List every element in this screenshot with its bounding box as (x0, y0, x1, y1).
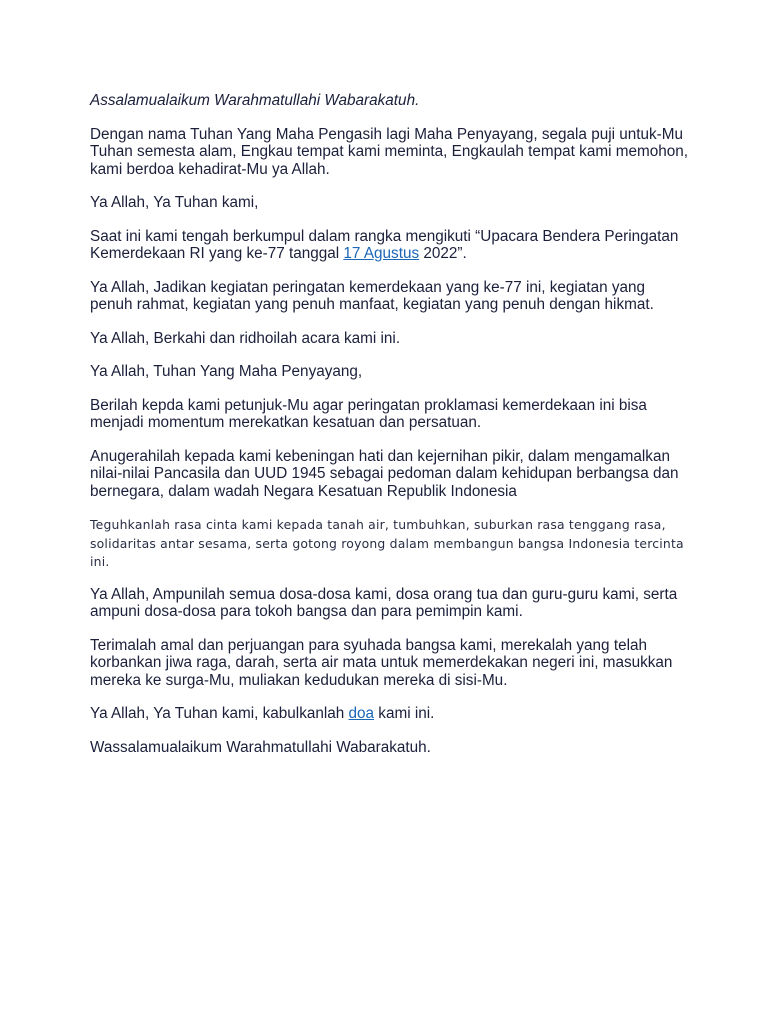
paragraph-forgiveness: Ya Allah, Ampunilah semua dosa-dosa kami, dosa orang tua dan guru-guru kami, serta ampuni dosa-dosa para tokoh bangsa dan para pemimpin kami. (90, 585, 678, 620)
paragraph-ceremony (90, 228, 690, 263)
paragraph-closing-prayer (90, 705, 690, 723)
doa-link[interactable]: doa (348, 705, 375, 722)
paragraph-blessing: Ya Allah, Jadikan kegiatan peringatan kemerdekaan yang ke-77 ini, kegiatan yang penuh rahmat, kegiatan yang penuh manfaat, kegiatan yang penuh dengan hikmat. (90, 278, 654, 313)
paragraph-pancasila: Anugerahilah kepada kami kebeningan hati dan kejernihan pikir, dalam mengamalkan nilai-nilai Pancasila dan UUD 1945 sebagai pedoman dalam kehidupan berbangsa dan bernegara, dalam wadah Negara Kesatuan Republik Indonesia (90, 447, 679, 500)
paragraph-opening: Dengan nama Tuhan Yang Maha Pengasih lagi Maha Penyayang, segala puji untuk-Mu Tuhan semesta alam, Engkau tempat kami meminta, Engkaulah tempat kami memohon, kami berdoa kehadirat-Mu ya Allah. (90, 125, 688, 178)
paragraph-martyrs: Terimalah amal dan perjuangan para syuhada bangsa kami, merekalah yang telah korbankan jiwa raga, darah, serta air mata untuk memerdekakan negeri ini, masukkan mereka ke surga-Mu, muliakan kedudukan mereka di sisi-Mu. (90, 636, 673, 689)
paragraph-invocation-2: Ya Allah, Tuhan Yang Maha Penyayang, (90, 363, 363, 380)
paragraph-berkahi: Ya Allah, Berkahi dan ridhoilah acara kami ini. (90, 329, 401, 347)
closing-prayer-text: Ya Allah, Ya Tuhan kami, kabulkanlah (90, 705, 349, 722)
salutation: Assalamualaikum Warahmatullahi Wabarakatuh. (90, 92, 420, 109)
closing-prayer-text-end: kami ini. (374, 705, 435, 722)
paragraph-invocation: Ya Allah, Ya Tuhan kami, (90, 194, 259, 211)
paragraph-unity: Teguhkanlah rasa cinta kami kepada tanah air, tumbuhkan, suburkan rasa tenggang rasa, solidaritas antar sesama, serta gotong royong dalam membangun bangsa Indonesia tercinta ini. (90, 517, 684, 569)
document-body (90, 92, 690, 772)
paragraph-guidance: Berilah kepda kami petunjuk-Mu agar peringatan proklamasi kemerdekaan ini bisa menjadi momentum merekatkan kesatuan dan persatuan. (90, 396, 647, 431)
ceremony-text: Saat ini kami tengah berkumpul dalam rangka mengikuti “Upacara Bendera Peringatan Kemerdekaan RI yang ke-77 tanggal (90, 227, 679, 262)
ceremony-text-end: 2022”. (419, 245, 467, 262)
date-link[interactable]: 17 Agustus (343, 245, 420, 262)
closing-greeting: Wassalamualaikum Warahmatullahi Wabarakatuh. (90, 738, 431, 756)
